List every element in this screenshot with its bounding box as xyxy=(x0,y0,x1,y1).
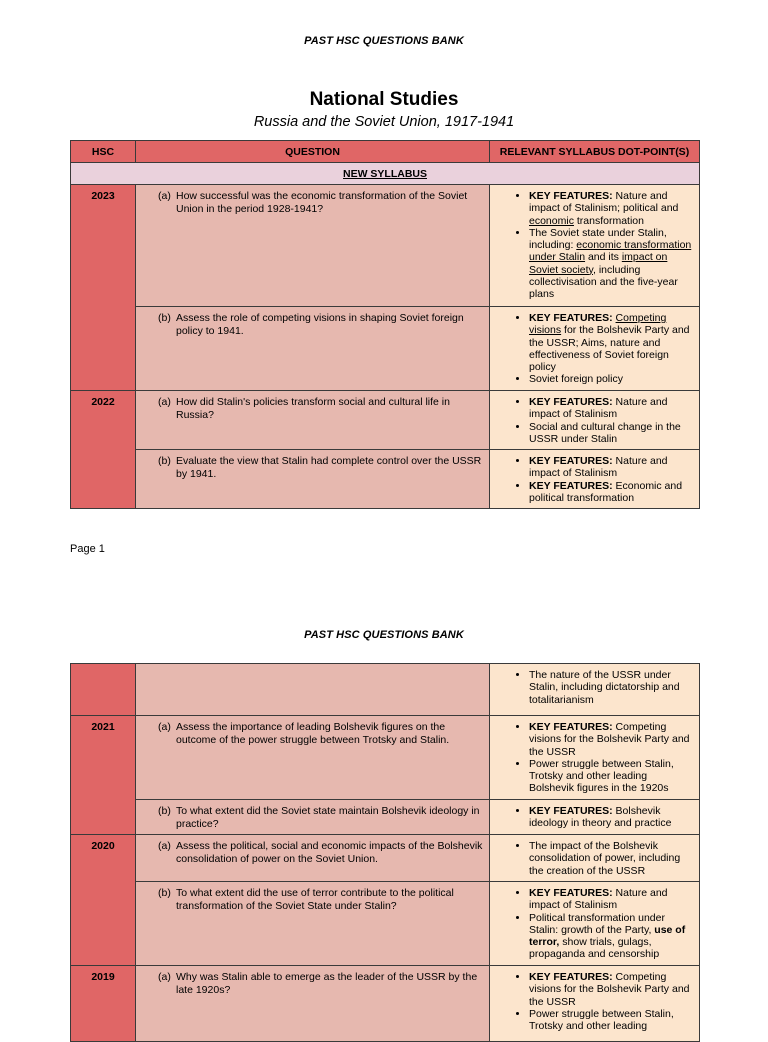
question-text: Evaluate the view that Stalin had complete control over the USSR by 1941. xyxy=(176,455,482,480)
table-row xyxy=(71,185,700,307)
question-cell xyxy=(136,882,490,966)
syllabus-cell xyxy=(490,391,700,450)
question-cell xyxy=(136,307,490,391)
question-cell xyxy=(136,450,490,509)
syllabus-cell xyxy=(490,716,700,800)
table-row xyxy=(71,716,700,800)
page-number: Page 1 xyxy=(70,543,105,555)
question-text: Assess the role of competing visions in shaping Soviet foreign policy to 1941. xyxy=(176,312,464,337)
list-item: • The nature of the USSR under Stalin, including dictatorship and totalitarianism xyxy=(529,669,693,706)
syllabus-cell xyxy=(490,185,700,307)
year-cell: 2019 xyxy=(71,966,136,1042)
syllabus-cell xyxy=(490,307,700,391)
question-text: Assess the political, social and economic impacts of the Bolshevik consolidation of power on the Soviet Union. xyxy=(176,840,483,865)
question-cell xyxy=(136,966,490,1042)
list-item: • KEY FEATURES: Bolshevik ideology in theory and practice xyxy=(529,805,693,830)
syllabus-cell xyxy=(490,882,700,966)
column-header-question: QUESTION xyxy=(136,141,490,163)
question-cell xyxy=(136,664,490,716)
question-cell xyxy=(136,391,490,450)
question-cell xyxy=(136,835,490,882)
question-text: How did Stalin's policies transform social and cultural life in Russia? xyxy=(176,396,450,421)
list-item: • Political transformation under Stalin: growth of the Party, use of terror, show trials, gulags, propaganda and censorship xyxy=(529,912,693,961)
table-row xyxy=(71,966,700,1042)
question-text: To what extent did the use of terror contribute to the political transformation of the Soviet State under Stalin? xyxy=(176,887,454,912)
table-row xyxy=(71,307,700,391)
list-item: • Power struggle between Stalin, Trotsky and other leading Bolshevik figures in the 1920s xyxy=(529,758,693,795)
question-text: Assess the importance of leading Bolshevik figures on the outcome of the power struggle between Trotsky and Stalin. xyxy=(176,721,450,746)
page-header: PAST HSC QUESTIONS BANK xyxy=(304,35,464,47)
list-item: • Power struggle between Stalin, Trotsky and other leading xyxy=(529,1008,693,1033)
column-header-hsc: HSC xyxy=(71,141,136,163)
syllabus-cell xyxy=(490,966,700,1042)
list-item: • Soviet foreign policy xyxy=(529,373,693,385)
list-item: • KEY FEATURES: Nature and impact of Stalinism xyxy=(529,887,693,912)
syllabus-cell xyxy=(490,450,700,509)
list-item: • KEY FEATURES: Nature and impact of Stalinism xyxy=(529,455,693,480)
question-cell xyxy=(136,185,490,307)
column-header-syllabus: RELEVANT SYLLABUS DOT-POINT(S) xyxy=(490,141,700,163)
section-row xyxy=(71,163,700,185)
table-row xyxy=(71,800,700,835)
question-label: (b) xyxy=(158,887,171,899)
question-text: How successful was the economic transformation of the Soviet Union in the period 1928-1941? xyxy=(176,190,468,215)
list-item: • KEY FEATURES: Nature and impact of Stalinism xyxy=(529,396,693,421)
question-label: (b) xyxy=(158,455,171,467)
question-text: To what extent did the Soviet state maintain Bolshevik ideology in practice? xyxy=(176,805,480,830)
year-cell xyxy=(71,664,136,716)
question-label: (a) xyxy=(158,971,171,983)
table-row xyxy=(71,835,700,882)
question-text: Why was Stalin able to emerge as the leader of the USSR by the late 1920s? xyxy=(176,971,478,996)
page-header: PAST HSC QUESTIONS BANK xyxy=(304,629,464,641)
question-label: (a) xyxy=(158,190,171,202)
year-cell: 2020 xyxy=(71,835,136,966)
list-item: • The Soviet state under Stalin, including: economic transformation under Stalin and its impact on Soviet society, including collectivisation and the five-year plans xyxy=(529,227,693,301)
document-subtitle: Russia and the Soviet Union, 1917-1941 xyxy=(253,114,515,130)
questions-table-page1 xyxy=(70,140,700,509)
list-item: • KEY FEATURES: Competing visions for the Bolshevik Party and the USSR xyxy=(529,971,693,1008)
syllabus-cell xyxy=(490,664,700,716)
list-item: • KEY FEATURES: Nature and impact of Stalinism; political and economic transformation xyxy=(529,190,693,227)
table-row xyxy=(71,391,700,450)
section-new-syllabus: NEW SYLLABUS xyxy=(343,167,427,180)
list-item: • Social and cultural change in the USSR under Stalin xyxy=(529,421,693,446)
question-label: (a) xyxy=(158,721,171,733)
table-row xyxy=(71,664,700,716)
year-cell: 2021 xyxy=(71,716,136,835)
question-label: (a) xyxy=(158,396,171,408)
question-label: (a) xyxy=(158,840,171,852)
syllabus-cell xyxy=(490,800,700,835)
syllabus-cell xyxy=(490,835,700,882)
year-cell: 2022 xyxy=(71,391,136,509)
list-item: • KEY FEATURES: Economic and political transformation xyxy=(529,480,693,505)
table-header-row xyxy=(71,141,700,163)
questions-table-page2 xyxy=(70,663,700,1042)
table-row xyxy=(71,882,700,966)
list-item: • KEY FEATURES: Competing visions for the Bolshevik Party and the USSR; Aims, nature and effectiveness of Soviet foreign policy xyxy=(529,312,693,373)
year-cell: 2023 xyxy=(71,185,136,391)
table-row xyxy=(71,450,700,509)
question-label: (b) xyxy=(158,805,171,817)
list-item: • KEY FEATURES: Competing visions for the Bolshevik Party and the USSR xyxy=(529,721,693,758)
document-title: National Studies xyxy=(309,89,459,110)
question-cell xyxy=(136,800,490,835)
list-item: • The impact of the Bolshevik consolidation of power, including the creation of the USSR xyxy=(529,840,693,877)
question-label: (b) xyxy=(158,312,171,324)
question-cell xyxy=(136,716,490,800)
